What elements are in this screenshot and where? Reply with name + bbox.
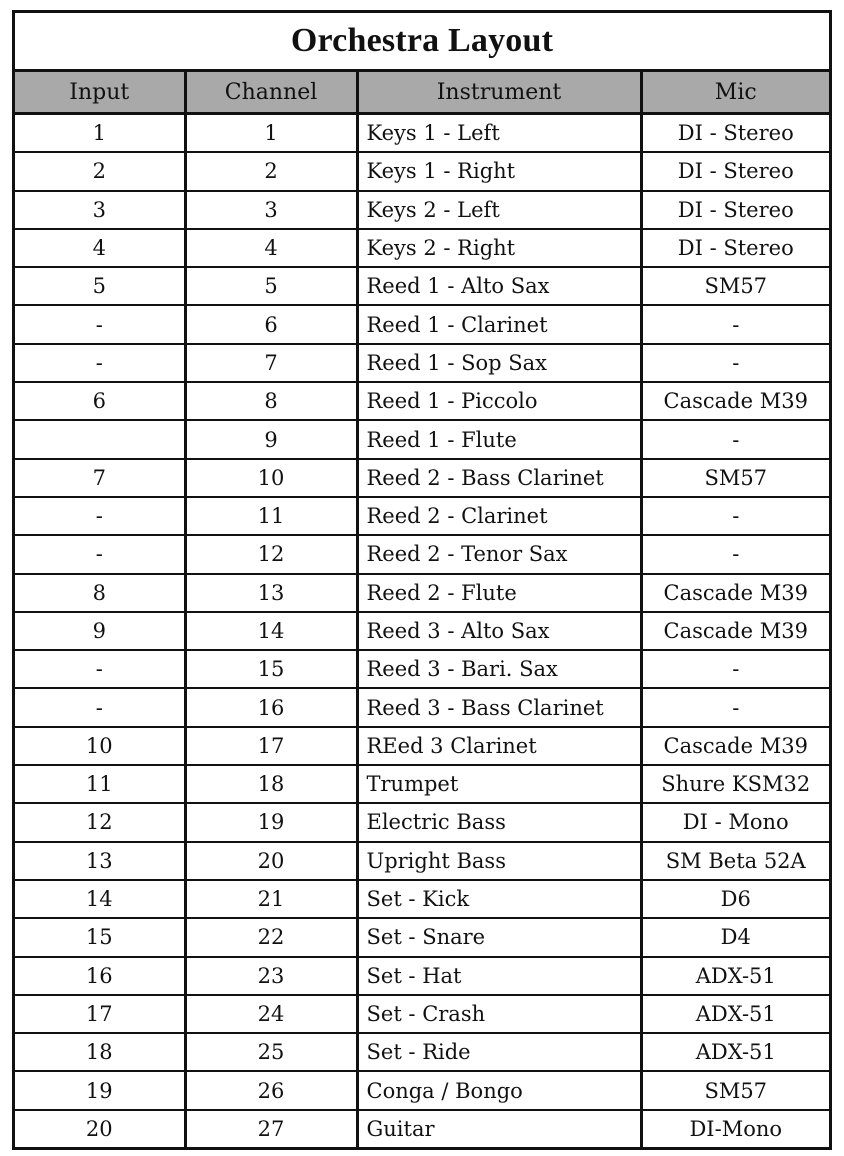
mic-cell: ADX-51	[641, 995, 829, 1033]
input-cell: 3	[15, 191, 185, 229]
mic-cell: Shure KSM32	[641, 765, 829, 803]
channel-cell: 6	[185, 305, 357, 343]
input-cell: 6	[15, 382, 185, 420]
instrument-cell: Set - Ride	[357, 1033, 641, 1071]
page-title: Orchestra Layout	[15, 13, 829, 72]
instrument-cell: Reed 3 - Alto Sax	[357, 612, 641, 650]
channel-cell: 5	[185, 267, 357, 305]
channel-cell: 16	[185, 688, 357, 726]
instrument-cell: Reed 1 - Sop Sax	[357, 344, 641, 382]
input-cell: 17	[15, 995, 185, 1033]
table-header	[15, 72, 829, 114]
table-row	[15, 420, 829, 458]
mic-cell: SM57	[641, 1071, 829, 1109]
column-header-mic: Mic	[641, 72, 829, 114]
input-cell: 5	[15, 267, 185, 305]
input-cell: 15	[15, 918, 185, 956]
instrument-cell: Reed 2 - Flute	[357, 574, 641, 612]
channel-cell: 15	[185, 650, 357, 688]
input-cell: -	[15, 650, 185, 688]
table-row	[15, 727, 829, 765]
channel-cell: 24	[185, 995, 357, 1033]
table-row	[15, 957, 829, 995]
table-row	[15, 267, 829, 305]
mic-cell: -	[641, 497, 829, 535]
instrument-cell: Keys 1 - Left	[357, 114, 641, 153]
orchestra-layout-sheet	[12, 10, 832, 1150]
mic-cell: DI - Stereo	[641, 191, 829, 229]
channel-table	[15, 72, 829, 1147]
mic-cell: -	[641, 650, 829, 688]
input-cell: 9	[15, 612, 185, 650]
input-cell: 20	[15, 1110, 185, 1147]
instrument-cell: Reed 2 - Clarinet	[357, 497, 641, 535]
instrument-cell: Reed 3 - Bari. Sax	[357, 650, 641, 688]
input-cell: -	[15, 344, 185, 382]
channel-cell: 20	[185, 842, 357, 880]
instrument-cell: Keys 2 - Left	[357, 191, 641, 229]
channel-cell: 17	[185, 727, 357, 765]
instrument-cell: Set - Kick	[357, 880, 641, 918]
column-header-input: Input	[15, 72, 185, 114]
input-cell: -	[15, 497, 185, 535]
channel-cell: 19	[185, 803, 357, 841]
instrument-cell: Trumpet	[357, 765, 641, 803]
channel-cell: 1	[185, 114, 357, 153]
instrument-cell: Reed 2 - Bass Clarinet	[357, 459, 641, 497]
instrument-cell: Reed 1 - Clarinet	[357, 305, 641, 343]
table-row	[15, 1110, 829, 1147]
table-row	[15, 497, 829, 535]
input-cell: 14	[15, 880, 185, 918]
table-row	[15, 574, 829, 612]
table-row	[15, 842, 829, 880]
table-row	[15, 1071, 829, 1109]
instrument-cell: REed 3 Clarinet	[357, 727, 641, 765]
input-cell: 16	[15, 957, 185, 995]
channel-cell: 11	[185, 497, 357, 535]
mic-cell: ADX-51	[641, 1033, 829, 1071]
channel-cell: 13	[185, 574, 357, 612]
channel-cell: 2	[185, 152, 357, 190]
table-row	[15, 880, 829, 918]
input-cell: -	[15, 535, 185, 573]
mic-cell: Cascade M39	[641, 612, 829, 650]
input-cell: 2	[15, 152, 185, 190]
table-row	[15, 803, 829, 841]
input-cell: -	[15, 305, 185, 343]
instrument-cell: Reed 1 - Flute	[357, 420, 641, 458]
instrument-cell: Set - Crash	[357, 995, 641, 1033]
input-cell: 13	[15, 842, 185, 880]
input-cell: 18	[15, 1033, 185, 1071]
channel-cell: 26	[185, 1071, 357, 1109]
column-header-instrument: Instrument	[357, 72, 641, 114]
input-cell: 19	[15, 1071, 185, 1109]
input-cell: 11	[15, 765, 185, 803]
mic-cell: -	[641, 535, 829, 573]
instrument-cell: Reed 3 - Bass Clarinet	[357, 688, 641, 726]
instrument-cell: Electric Bass	[357, 803, 641, 841]
instrument-cell: Guitar	[357, 1110, 641, 1147]
table-row	[15, 152, 829, 190]
mic-cell: DI-Mono	[689, 1116, 783, 1141]
input-cell: 7	[15, 459, 185, 497]
channel-cell: 22	[185, 918, 357, 956]
table-row	[15, 918, 829, 956]
instrument-cell: Reed 1 - Piccolo	[357, 382, 641, 420]
instrument-cell: Keys 2 - Right	[357, 229, 641, 267]
table-row	[15, 191, 829, 229]
channel-cell: 12	[185, 535, 357, 573]
instrument-cell: Upright Bass	[357, 842, 641, 880]
mic-cell: ADX-51	[641, 957, 829, 995]
channel-cell: 21	[185, 880, 357, 918]
mic-cell: DI - Stereo	[641, 152, 829, 190]
mic-cell: Cascade M39	[641, 574, 829, 612]
mic-cell: DI - Stereo	[641, 114, 829, 153]
table-row	[15, 612, 829, 650]
channel-cell: 3	[185, 191, 357, 229]
channel-cell: 14	[185, 612, 357, 650]
table-row	[15, 305, 829, 343]
table-row	[15, 382, 829, 420]
table-row	[15, 114, 829, 153]
channel-cell: 4	[185, 229, 357, 267]
mic-cell: DI - Mono	[641, 803, 829, 841]
channel-cell: 18	[185, 765, 357, 803]
column-header-channel: Channel	[185, 72, 357, 114]
mic-cell: SM Beta 52A	[641, 842, 829, 880]
table-row	[15, 459, 829, 497]
mic-cell: SM57	[641, 459, 829, 497]
mic-cell: D4	[641, 918, 829, 956]
mic-cell: -	[641, 688, 829, 726]
mic-cell: -	[641, 305, 829, 343]
mic-cell: Cascade M39	[641, 382, 829, 420]
channel-cell: 8	[185, 382, 357, 420]
input-cell: 8	[15, 574, 185, 612]
mic-cell: SM57	[641, 267, 829, 305]
channel-cell: 7	[185, 344, 357, 382]
table-body	[15, 114, 829, 1148]
instrument-cell: Keys 1 - Right	[357, 152, 641, 190]
table-row	[15, 535, 829, 573]
mic-cell: Cascade M39	[641, 727, 829, 765]
table-row	[15, 344, 829, 382]
instrument-cell: Reed 2 - Tenor Sax	[357, 535, 641, 573]
input-cell: 4	[15, 229, 185, 267]
mic-cell: -	[641, 344, 829, 382]
channel-cell: 25	[185, 1033, 357, 1071]
instrument-cell: Conga / Bongo	[357, 1071, 641, 1109]
input-cell: 12	[15, 803, 185, 841]
table-row	[15, 765, 829, 803]
channel-cell: 27	[185, 1110, 357, 1147]
channel-cell: 23	[185, 957, 357, 995]
instrument-cell: Reed 1 - Alto Sax	[357, 267, 641, 305]
input-cell: 10	[15, 727, 185, 765]
header-row	[15, 72, 829, 114]
instrument-cell: Set - Hat	[357, 957, 641, 995]
input-cell: -	[15, 688, 185, 726]
input-cell: 1	[15, 114, 185, 153]
table-row	[15, 995, 829, 1033]
mic-cell: D6	[641, 880, 829, 918]
input-cell	[15, 420, 185, 458]
instrument-cell: Set - Snare	[357, 918, 641, 956]
table-row	[15, 650, 829, 688]
mic-cell: DI - Stereo	[641, 229, 829, 267]
table-row	[15, 688, 829, 726]
table-row	[15, 1033, 829, 1071]
table-row	[15, 229, 829, 267]
mic-cell: -	[641, 420, 829, 458]
channel-cell: 9	[185, 420, 357, 458]
channel-cell: 10	[185, 459, 357, 497]
